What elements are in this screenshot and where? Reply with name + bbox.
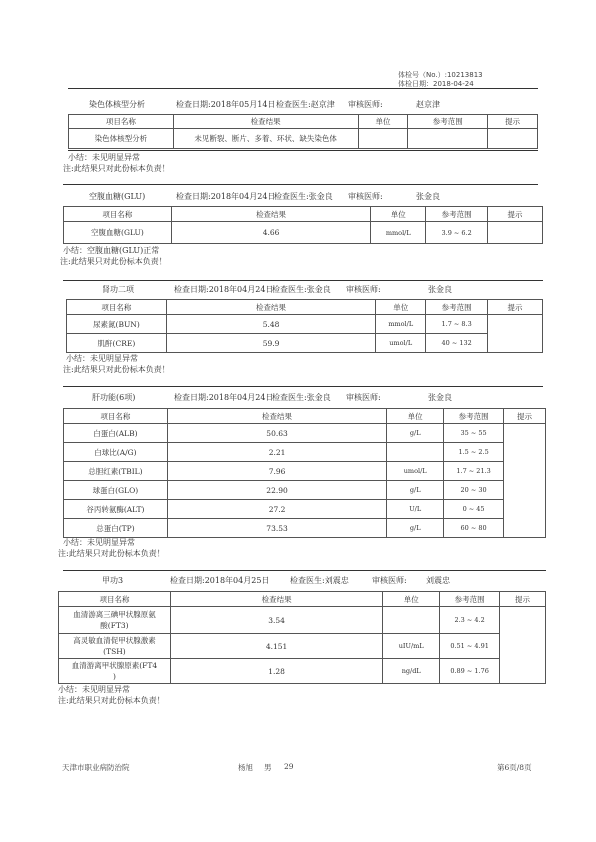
item-result: 2.21 [167,443,386,462]
item-ref: 0.51 ~ 4.91 [440,634,500,659]
item-unit: ng/dL [383,659,440,684]
summary-text: 小结：空腹血糖(GLU)正常 [63,246,160,255]
section-top-rule [63,184,538,185]
summary-text: 小结：未见明显异常 [63,538,135,547]
item-ref: 3.9 ~ 6.2 [426,222,488,244]
column-header: 检查结果 [173,115,358,129]
item-unit: mmol/L [371,222,426,244]
table-row [59,659,546,684]
item-name: 空腹血糖(GLU) [64,222,172,244]
table-row [59,607,546,634]
item-name: 总蛋白(TP) [64,519,168,538]
disclaimer-note: 注:此结果只对此份标本负责！ [63,365,170,374]
item-unit [358,129,408,149]
item-ref: 2.3 ~ 4.2 [440,607,500,634]
reviewer-name: 张金良 [428,285,452,294]
column-header: 提示 [488,300,543,315]
item-unit [383,607,440,634]
item-ref: 1.7 ~ 8.3 [426,315,488,334]
column-header: 检查结果 [171,207,370,222]
report-number: 体检号（No.）:10213813 [398,71,483,79]
reviewer-label: 审核医师: [348,100,383,109]
exam-date: 检查日期:2018年04月24日 [174,393,274,402]
table-header-row [64,207,543,222]
column-header: 参考范围 [426,207,488,222]
item-ref: 60 ~ 80 [444,519,504,538]
column-header: 参考范围 [426,300,488,315]
results-table-kidney [66,299,543,353]
reviewer-name: 张金良 [416,192,440,201]
item-name-line2: (TSH) [103,647,126,656]
item-name-line2: ) [112,672,116,681]
column-header: 参考范围 [440,592,500,607]
item-result: 22.90 [167,481,386,500]
item-unit: mmol/L [376,315,426,334]
item-result: 4.66 [171,222,370,244]
table-header-row [59,592,546,607]
section-top-rule [63,570,546,571]
item-ref: 35 ~ 55 [444,424,504,443]
item-name: 总胆红素(TBIL) [64,462,168,481]
exam-date: 检查日期:2018年05月14日 [176,100,276,109]
column-header: 检查结果 [170,592,382,607]
column-header: 项目名称 [64,409,168,424]
exam-date: 检查日期:2018年04月24日 [176,192,276,201]
table-row [67,315,543,334]
results-table-liver [63,408,546,538]
table-row [64,462,546,481]
section-title: 空腹血糖(GLU) [89,192,146,201]
section-top-rule [68,88,538,89]
disclaimer-note: 注:此结果只对此份标本负责！ [60,257,167,266]
item-name [59,607,171,634]
item-result: 50.63 [167,424,386,443]
disclaimer-note: 注:此结果只对此份标本负责！ [63,164,170,173]
item-result: 73.53 [167,519,386,538]
column-header: 提示 [488,115,538,129]
item-hint [500,607,546,684]
reviewer-label: 审核医师: [346,393,381,402]
column-header: 项目名称 [64,207,172,222]
column-header: 提示 [504,409,546,424]
page-number: 第6页/8页 [497,763,532,772]
item-ref: 0 ~ 45 [444,500,504,519]
table-header-row [67,300,543,315]
section-top-rule [63,386,543,387]
column-header: 项目名称 [59,592,171,607]
item-name: 白球比(A/G) [64,443,168,462]
item-name: 肌酐(CRE) [67,334,167,353]
item-result: 4.151 [170,634,382,659]
exam-date: 检查日期:2018年04月25日 [170,576,270,585]
item-ref: 0.89 ~ 1.76 [440,659,500,684]
disclaimer-note: 注:此结果只对此份标本负责！ [58,549,165,558]
column-header: 项目名称 [69,115,174,129]
column-header: 单位 [376,300,426,315]
table-row [64,500,546,519]
item-unit: g/L [387,519,444,538]
reviewer-label: 审核医师: [348,192,383,201]
column-header: 检查结果 [166,300,375,315]
exam-doctor: 检查医生:张金良 [274,192,333,201]
table-row [67,334,543,353]
item-unit: umol/L [376,334,426,353]
patient-name: 杨旭 [238,763,253,772]
item-name-line1: 血清游离三碘甲状腺原氨 [73,610,156,619]
patient-gender: 男 [264,763,272,772]
exam-date-header: 体检日期：2018-04-24 [398,80,474,88]
reviewer-name: 赵京津 [416,100,440,109]
item-result: 27.2 [167,500,386,519]
item-hint [488,129,538,149]
item-ref: 1.7 ~ 21.3 [444,462,504,481]
table-row [69,129,538,149]
column-header: 检查结果 [167,409,386,424]
item-name: 尿素氮(BUN) [67,315,167,334]
column-header: 参考范围 [444,409,504,424]
item-name [59,659,171,684]
patient-age: 29 [284,762,294,771]
column-header: 提示 [488,207,543,222]
reviewer-label: 审核医师: [346,285,381,294]
item-name: 谷丙转氨酶(ALT) [64,500,168,519]
item-unit: U/L [387,500,444,519]
table-row [64,443,546,462]
item-hint [488,315,543,353]
results-table-karyotype [68,114,538,149]
table-row [64,519,546,538]
summary-text: 小结：未见明显异常 [68,153,140,162]
column-header: 单位 [371,207,426,222]
item-result: 7.96 [167,462,386,481]
item-name: 白蛋白(ALB) [64,424,168,443]
item-unit: g/L [387,424,444,443]
column-header: 单位 [383,592,440,607]
item-ref: 1.5 ~ 2.5 [444,443,504,462]
item-unit: uIU/mL [383,634,440,659]
table-row [64,424,546,443]
item-result: 未见断裂、断片、多着、环状、缺失染色体 [173,129,358,149]
exam-doctor: 检查医生:张金良 [272,285,331,294]
exam-doctor: 检查医生:赵京津 [276,100,335,109]
item-ref: 20 ~ 30 [444,481,504,500]
reviewer-name: 张金良 [428,393,452,402]
table-row [59,634,546,659]
summary-text: 小结：未见明显异常 [66,354,138,363]
column-header: 单位 [358,115,408,129]
column-header: 参考范围 [408,115,488,129]
item-name: 球蛋白(GLO) [64,481,168,500]
item-name-line1: 血清游离甲状腺原素(FT4 [71,661,158,670]
reviewer-label: 审核医师: [372,576,407,585]
table-row [64,481,546,500]
exam-date: 检查日期:2018年04月24日 [174,285,274,294]
results-table-glu [63,206,543,244]
column-header: 提示 [500,592,546,607]
section-title: 肾功二项 [102,285,134,294]
table-header-row [69,115,538,129]
item-result: 59.9 [166,334,375,353]
results-table-thyroid [58,591,546,684]
item-name-line1: 高灵敏血清促甲状腺激素 [73,636,156,645]
item-result: 3.54 [170,607,382,634]
section-title: 甲功3 [102,576,124,585]
exam-doctor: 检查医生:刘震忠 [290,576,349,585]
section-title: 肝功能(6项) [92,393,136,402]
item-unit: umol/L [387,462,444,481]
item-result: 5.48 [166,315,375,334]
item-result: 1.28 [170,659,382,684]
table-header-row [64,409,546,424]
item-unit [387,443,444,462]
column-header: 项目名称 [67,300,167,315]
item-ref: 40 ~ 132 [426,334,488,353]
item-name: 染色体核型分析 [69,129,174,149]
reviewer-name: 刘震忠 [426,576,450,585]
disclaimer-note: 注:此结果只对此份标本负责！ [58,696,165,705]
item-hint [488,222,543,244]
table-row [64,222,543,244]
item-unit: g/L [387,481,444,500]
column-header: 单位 [387,409,444,424]
exam-doctor: 检查医生:张金良 [272,393,331,402]
item-ref [408,129,488,149]
item-name [59,634,171,659]
section-title: 染色体核型分析 [89,100,145,109]
summary-text: 小结：未见明显异常 [58,685,130,694]
section-top-rule [63,280,543,281]
hospital-name: 天津市职业病防治院 [62,763,130,772]
item-name-line2: 酸(FT3) [100,621,129,630]
section-bottom-rule [68,150,538,151]
item-hint [504,424,546,538]
